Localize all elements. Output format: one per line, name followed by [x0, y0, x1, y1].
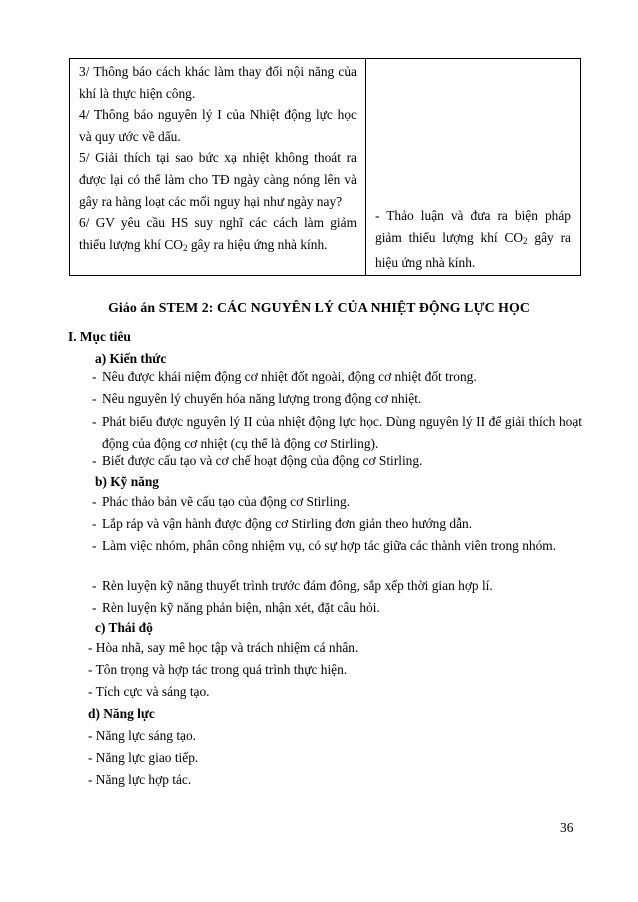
bullet-dash: - — [92, 516, 97, 531]
subsection-attitude: c) Thái độ — [95, 620, 153, 635]
student-activity — [375, 205, 571, 274]
attitude-item-1: - Hòa nhã, say mê học tập và trách nhiệm cá nhân. — [88, 640, 359, 655]
subsection-skills: b) Kỹ năng — [95, 474, 159, 489]
bullet-dash: - — [92, 414, 97, 429]
knowledge-item-2: Nêu nguyên lý chuyển hóa năng lượng trong động cơ nhiệt. — [102, 391, 422, 406]
table-line-6 — [79, 212, 357, 259]
bullet-dash: - — [92, 538, 97, 553]
bullet-dash: - — [92, 578, 97, 593]
competence-item-2: - Năng lực giao tiếp. — [88, 750, 199, 765]
attitude-item-2: - Tôn trọng và hợp tác trong quá trình thực hiện. — [88, 662, 348, 677]
table-line-6-text: 6/ GV yêu cầu HS suy nghĩ các cách làm giảm thiểu lượng khí CO — [79, 215, 357, 252]
knowledge-item-3: Phát biểu được nguyên lý II của nhiệt động lực học. Dùng nguyên lý II để giải thích hoạt động của động cơ nhiệt (cụ thể là động cơ Stirling). — [102, 414, 582, 451]
student-activity-text: - Thảo luận và đưa ra biện pháp giảm thiểu lượng khí CO — [375, 208, 571, 245]
co2-subscript: 2 — [182, 242, 188, 253]
co2-subscript-right: 2 — [523, 235, 528, 246]
activity-table — [69, 58, 581, 276]
attitude-item-3: - Tích cực và sáng tạo. — [88, 684, 210, 699]
bullet-dash: - — [92, 391, 97, 406]
bullet-dash: - — [92, 369, 97, 384]
subsection-knowledge: a) Kiến thức — [95, 351, 167, 366]
bullet-dash: - — [92, 453, 97, 468]
student-activity-tail: gây ra hiệu ứng nhà kính. — [375, 229, 571, 271]
table-line-5: 5/ Giải thích tại sao bức xạ nhiệt không thoát ra được lại có thể làm cho TĐ ngày càng nóng lên và gây ra hàng loạt các mối nguy hại như ngày nay? — [79, 150, 357, 209]
subsection-competence: d) Năng lực — [88, 706, 155, 721]
skills-item-1: Phác thảo bản vẽ cấu tạo của động cơ Stirling. — [102, 494, 351, 509]
section-objectives: I. Mục tiêu — [68, 329, 131, 344]
knowledge-item-1: Nêu được khái niệm động cơ nhiệt đốt ngoài, động cơ nhiệt đốt trong. — [102, 369, 477, 384]
knowledge-item-4: Biết được cấu tạo và cơ chế hoạt động của động cơ Stirling. — [102, 453, 423, 468]
competence-item-3: - Năng lực hợp tác. — [88, 772, 192, 787]
table-cell-teacher — [70, 59, 366, 275]
bullet-dash: - — [92, 494, 97, 509]
table-line-6-tail: gây ra hiệu ứng nhà kính. — [187, 236, 328, 252]
page-number: 36 — [560, 820, 574, 835]
table-line-4: 4/ Thông báo nguyên lý I của Nhiệt động lực học và quy ước về dấu. — [79, 107, 357, 144]
lesson-title: Giáo án STEM 2: CÁC NGUYÊN LÝ CỦA NHIỆT ĐỘNG LỰC HỌC — [108, 300, 530, 315]
skills-item-4: Rèn luyện kỹ năng thuyết trình trước đám đông, sắp xếp thời gian hợp lí. — [102, 578, 493, 593]
bullet-dash: - — [92, 600, 97, 615]
table-line-3: 3/ Thông báo cách khác làm thay đổi nội năng của khí là thực hiện công. — [79, 64, 357, 101]
skills-item-3: Làm việc nhóm, phân công nhiệm vụ, có sự hợp tác giữa các thành viên trong nhóm. — [102, 538, 557, 553]
competence-item-1: - Năng lực sáng tạo. — [88, 728, 197, 743]
skills-item-2: Lắp ráp và vận hành được động cơ Stirling đơn giản theo hướng dẫn. — [102, 516, 473, 531]
table-cell-student — [366, 59, 580, 275]
skills-item-5: Rèn luyện kỹ năng phản biện, nhận xét, đặt câu hỏi. — [102, 600, 380, 615]
